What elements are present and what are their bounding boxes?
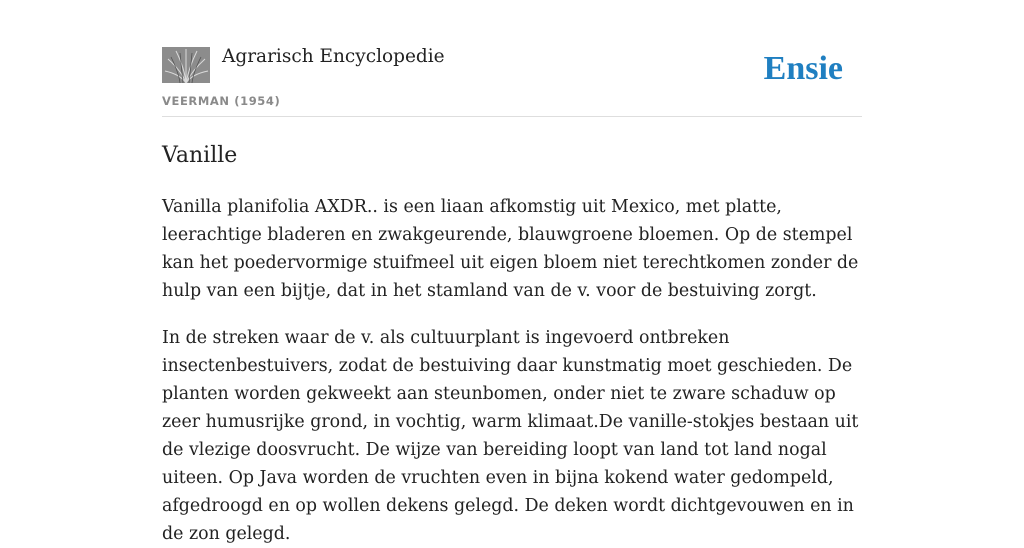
page (162, 0, 862, 548)
source-header (162, 0, 862, 117)
article-paragraph: In de streken waar de v. als cultuurplant is ingevoerd ontbreken insectenbestuivers, zodat de bestuiving daar kunstmatig moet geschieden. De planten worden gekweekt aan steunbomen, onder niet te zware schaduw op zeer humusrijke grond, in vochtig, warm klimaat.De vanille-stokjes bestaan uit de vlezige doosvrucht. De wijze van bereiding loopt van land tot land nogal uiteen. Op Java worden de vruchten even in bijna kokend water gedompeld, afgedroogd en op wollen dekens gelegd. De deken wordt dichtgevouwen en in de zon gelegd. (162, 328, 859, 544)
source-title[interactable]: Agrarisch Encyclopedie (222, 46, 445, 67)
article-body (162, 193, 862, 548)
brand-logo-link[interactable]: Ensie (763, 50, 843, 87)
article-title: Vanille (162, 143, 238, 168)
source-subtitle: VEERMAN (1954) (162, 94, 281, 108)
article-paragraph: Vanilla planifolia AXDR.. is een liaan afkomstig uit Mexico, met platte, leerachtige bladeren en zwakgeurende, blauwgroene bloemen. Op de stempel kan het poedervormige stuifmeel uit eigen bloem niet terechtkomen zonder de hulp van een bijtje, dat in het stamland van de v. voor de bestuiving zorgt. (162, 197, 859, 301)
wheat-engraving-icon[interactable] (162, 47, 210, 83)
